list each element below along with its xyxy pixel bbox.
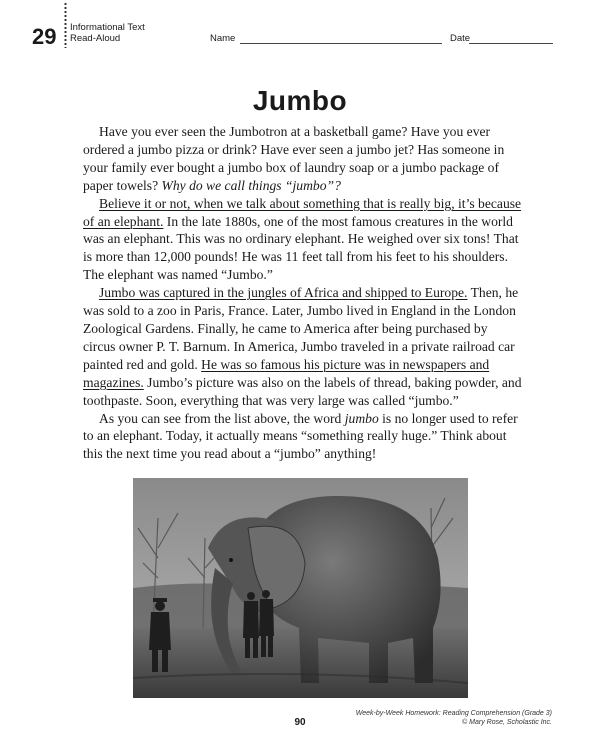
p4-italic: jumbo xyxy=(344,410,379,426)
p4-end: is no longer used to refer to an elephant. Today, it actually means “something really huge.” Think about this the next time you read about a “jumbo” anything! xyxy=(83,410,518,462)
paragraph-2 xyxy=(83,195,523,285)
name-field[interactable] xyxy=(240,43,442,44)
copyright-credit xyxy=(356,709,552,727)
paragraph-4 xyxy=(83,410,523,464)
p2-underlined: Believe it or not, when we talk about something that is really big, it’s because of an elephant. xyxy=(83,195,522,229)
p3-underlined-1: Jumbo was captured in the jungles of Africa and shipped to Europe. xyxy=(99,285,468,301)
activity-number: 29 xyxy=(32,24,57,49)
paragraph-3 xyxy=(83,284,523,409)
credit-line-1: Week-by-Week Homework: Reading Comprehension (Grade 3) xyxy=(355,710,552,717)
page-title: Jumbo xyxy=(252,85,348,116)
section-line-1: Informational Text xyxy=(70,22,145,33)
page-number: 90 xyxy=(294,717,306,728)
date-label: Date xyxy=(450,33,471,44)
section-line-2: Read-Aloud xyxy=(70,33,121,44)
p1-question: Why do we call things “jumbo”? xyxy=(161,177,341,193)
header-dotted-rule xyxy=(64,2,67,48)
p3-end: Jumbo’s picture was also on the labels of thread, baking powder, and toothpaste. Soon, everything that was very large was called “jumbo.” xyxy=(83,374,522,408)
date-field[interactable] xyxy=(469,43,553,44)
name-label: Name xyxy=(210,33,236,44)
section-label xyxy=(70,22,145,44)
p1-text: Have you ever seen the Jumbotron at a basketball game? Have you ever ordered a jumbo pizza or drink? Have ever seen a jumbo jet? Has someone in your family ever bought a jumbo box of laundry soap or a jumbo package of paper towels? xyxy=(83,124,505,193)
paragraph-1 xyxy=(83,123,523,195)
p4-start: As you can see from the list above, the word xyxy=(99,410,345,426)
article-body xyxy=(83,123,523,463)
p3-text: Then, he was sold to a zoo in Paris, France. Later, Jumbo lived in England in the London Zoological Gardens. Finally, he came to America after being purchased by circus owner P. T. Barnum. In America, Jumbo traveled in a private railroad car painted red and gold. xyxy=(83,285,519,372)
credit-line-2: © Mary Rose, Scholastic Inc. xyxy=(462,719,552,726)
p3-underlined-2: He was so famous his picture was in newspapers and magazines. xyxy=(83,356,490,390)
elephant-photo xyxy=(133,478,468,698)
p2-text: In the late 1880s, one of the most famous creatures in the world was an elephant. This was no ordinary elephant. He weighed over six tons! That is more than 12,000 pounds! He was 11 feet tall from his feet to his shoulders. The elephant was named “Jumbo.” xyxy=(83,213,519,283)
